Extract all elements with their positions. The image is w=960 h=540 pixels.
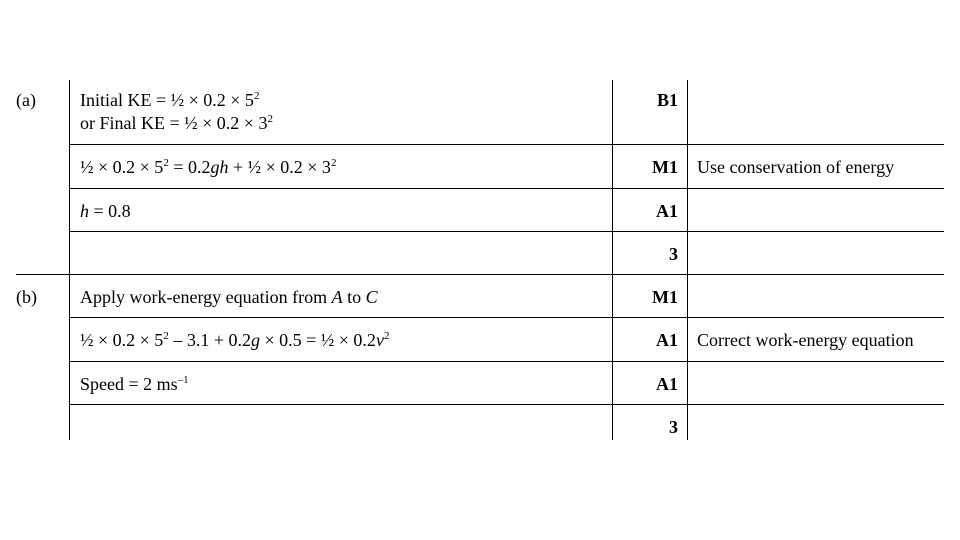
- row-divider: [69, 361, 944, 362]
- column-divider-1: [69, 80, 70, 440]
- row-divider: [69, 231, 944, 232]
- a-row2-mark: M1: [652, 157, 678, 177]
- a-row3-mark: A1: [656, 201, 678, 221]
- a-row3-answer: h = 0.8: [80, 201, 131, 221]
- a-row2-comment: Use conservation of energy: [697, 157, 895, 177]
- row-divider: [69, 404, 944, 405]
- b-row3-answer: Speed = 2 $ms^{-1}$: [80, 374, 189, 394]
- column-divider-3: [687, 80, 688, 440]
- a-row1-line2: or Final KE = ½ × $0.2 \times 3^2$: [80, 113, 273, 133]
- row-divider: [69, 188, 944, 189]
- b-row2-comment: Correct work-energy equation: [697, 330, 914, 350]
- a-row1-mark: B1: [656, 90, 678, 110]
- b-total-mark: 3: [669, 417, 678, 437]
- b-row2-mark: A1: [656, 330, 678, 350]
- a-row1-line1: Initial KE = ½ × $0.2 \times 5^2$: [80, 90, 260, 110]
- row-divider: [69, 144, 944, 145]
- part-b-label: (b): [16, 287, 37, 307]
- part-a-label: (a): [16, 90, 36, 110]
- a-row2-equation: ½ × $0.2 \times 5^2 = 0.2gh$ + ½ × $0.2 \times 3^2$: [80, 157, 337, 177]
- section-divider: [16, 274, 944, 275]
- b-row2-equation: ½ × $0.2 \times 5^2 - 3.1 + 0.2g \times 0.5$ = ½ × $0.2v^2$: [80, 330, 390, 350]
- a-total-mark: 3: [669, 244, 678, 264]
- row-divider: [69, 317, 944, 318]
- b-row3-mark: A1: [656, 374, 678, 394]
- b-row1-method: Apply work-energy equation from A to C: [80, 287, 378, 307]
- b-row1-mark: M1: [652, 287, 678, 307]
